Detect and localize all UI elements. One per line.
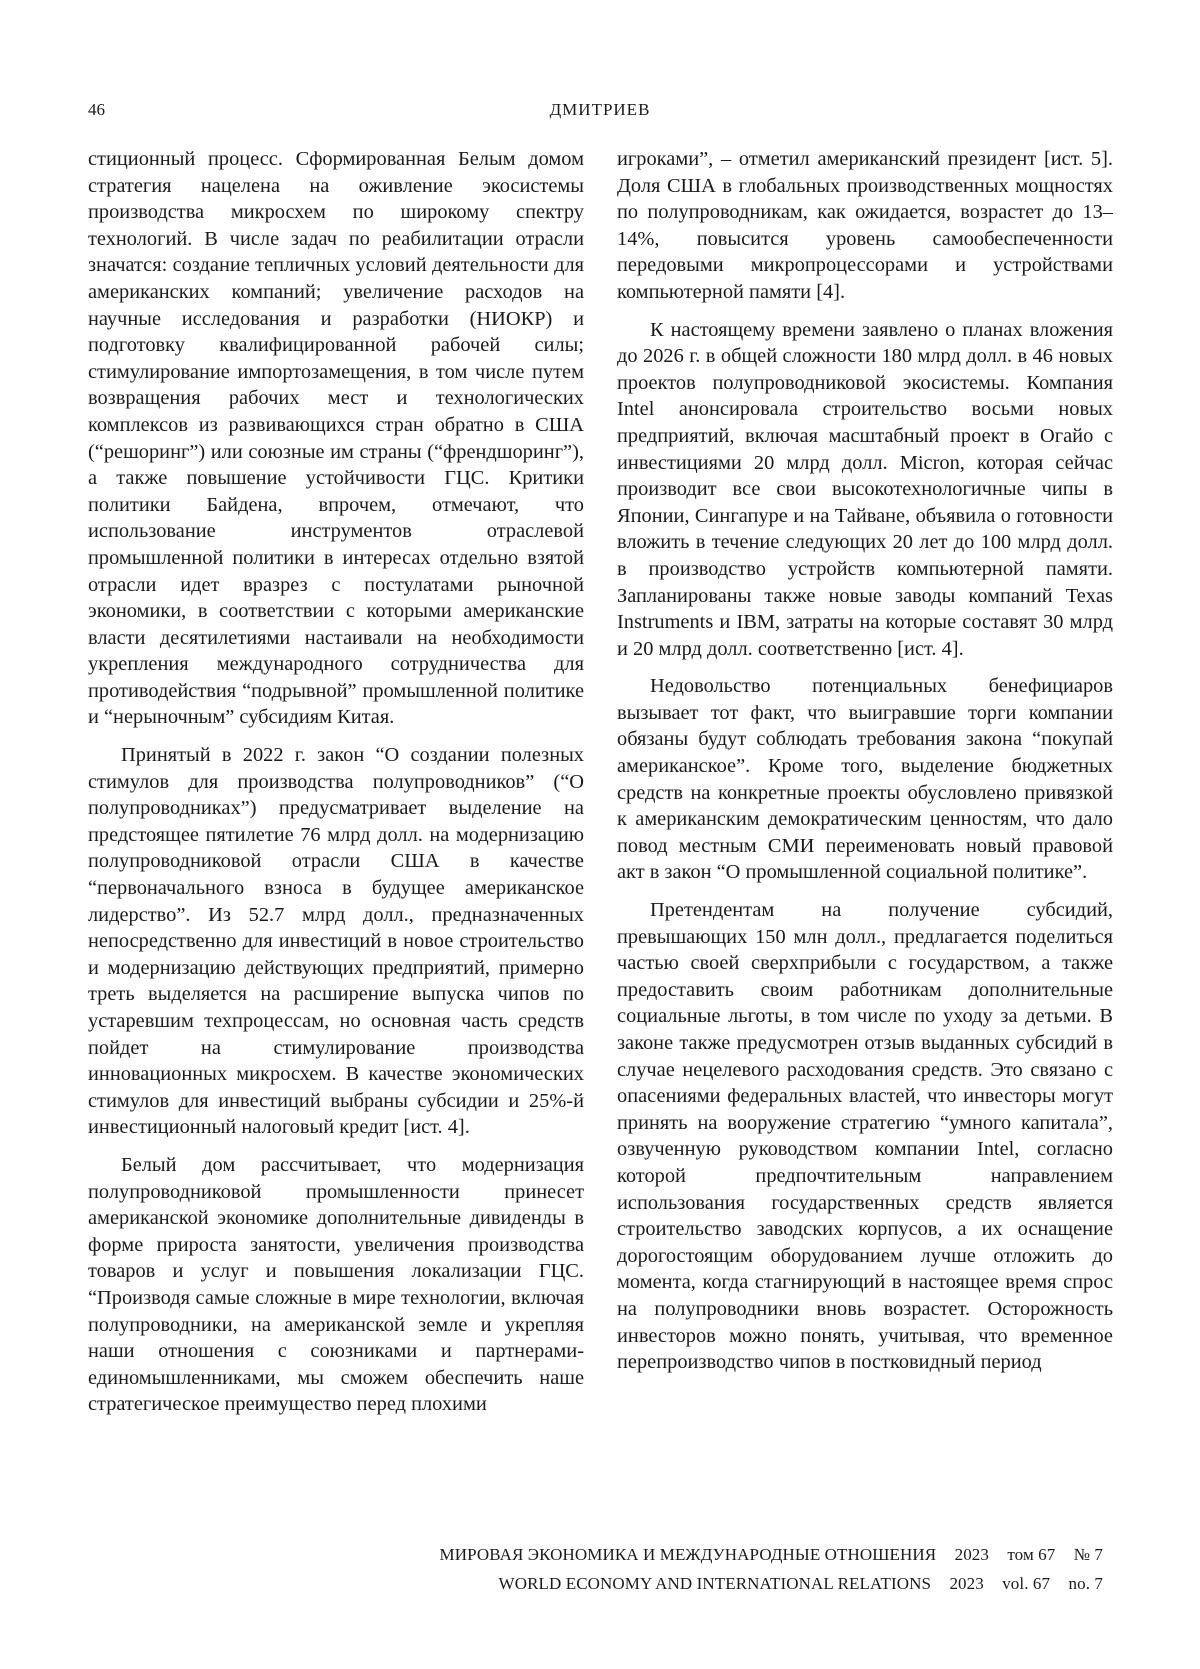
page-number: 46 (88, 100, 105, 119)
paragraph: Белый дом рассчитывает, что модернизация полупроводниковой промышленности принесет американской экономике дополнительные дивиденды в форме прироста занятости, увеличения производства товаров и услуг и повышения локализации ГЦС. “Производя самые сложные в мире технологии, включая полупроводники, на американской земле и укрепляя наши отношения с союзниками и партнерами-единомышленниками, мы сможем обеспечить наше стратегическое преимущество перед плохими (88, 1153, 584, 1416)
paragraph: Претендентам на получение субсидий, превышающих 150 млн долл., предлагается поделиться частью своей сверхприбыли с государством, а также предоставить своим работникам дополнительные социальные льготы, в том числе по уходу за детьми. В законе также предусмотрен отзыв выданных субсидий в случае нецелевого расходования средств. Это связано с опасениями федеральных властей, что инвесторы могут принять на вооружение стратегию “умного капитала”, озвученную руководством компании Intel, согласно которой предпочтительным направлением использования государственных средств является строительство заводских корпусов, а их оснащение дорогостоящим оборудованием лучше отложить до момента, когда стагнирующий в настоящее время спрос на полупроводники вновь возрастет. Осторожность инвесторов можно понять, учитывая, что временное перепроизводство чипов в постковидный период (617, 899, 1113, 1374)
journal-volume-en: vol. 67 (1002, 1574, 1051, 1593)
journal-year-ru: 2023 (954, 1545, 989, 1564)
journal-title-en: WORLD ECONOMY AND INTERNATIONAL RELATIONS (498, 1574, 932, 1593)
paragraph: К настоящему времени заявлено о планах вложения до 2026 г. в общей сложности 180 млрд долл. в 46 новых проектов полупроводниковой экосистемы. Компания Intel анонсировала строительство восьми новых предприятий, включая масштабный проект в Огайо с инвестициями 20 млрд долл. Micron, которая сейчас производит все свои высокотехнологичные чипы в Японии, Сингапуре и на Тайване, объявила о готовности вложить в течение следующих 20 лет до 100 млрд долл. в производство устройств компьютерной памяти. Запланированы также новые заводы компаний Texas Instruments и IBM, затраты на которые составят 30 млрд и 20 млрд долл. соответственно [ист. 4]. (617, 318, 1113, 660)
paragraph: Недовольство потенциальных бенефициаров вызывает тот факт, что выигравшие торги компании обязаны будут соблюдать требования закона “покупай американское”. Кроме того, выделение бюджетных средств на конкретные проекты обусловлено привязкой к американским демократическим ценностям, что дало повод местным СМИ переименовать новый правовой акт в закон “О промышленной социальной политике”. (617, 675, 1113, 884)
journal-issue-ru: № 7 (1073, 1545, 1103, 1564)
journal-issue-en: no. 7 (1068, 1574, 1103, 1593)
right-column (617, 146, 1113, 1376)
paragraph: Принятый в 2022 г. закон “О создании полезных стимулов для производства полупроводников” (“О полупроводниках”) предусматривает выделение на предстоящее пятилетие 76 млрд долл. на модернизацию полупроводниковой отрасли США в качестве “первоначального взноса в будущее американское лидерство”. Из 52.7 млрд долл., предназначенных непосредственно для инвестиций в новое строительство и модернизацию действующих предприятий, примерно треть выделяется на расширение выпуска чипов по устаревшим техпроцессам, но основная часть средств пойдет на стимулирование производства инновационных микросхем. В качестве экономических стимулов для инвестиций выбраны субсидии и 25%-й инвестиционный налоговый кредит [ист. 4]. (88, 744, 584, 1139)
paragraph: стиционный процесс. Сформированная Белым домом стратегия нацелена на оживление экосистемы производства микросхем по широкому спектру технологий. В числе задач по реабилитации отрасли значатся: создание тепличных условий деятельности для американских компаний; увеличение расходов на научные исследования и разработки (НИОКР) и подготовку квалифицированной рабочей силы; стимулирование импортозамещения, в том числе путем возвращения рабочих мест и технологических комплексов из развивающихся стран обратно в США (“решоринг”) или союзные им страны (“френдшоринг”), а также повышение устойчивости ГЦС. Критики политики Байдена, впрочем, отмечают, что использование инструментов отраслевой промышленной политики в интересах отдельно взятой отрасли идет вразрез с постулатами рыночной экономики, в соответствии с которыми американские власти десятилетиями настаивали на необходимости укрепления международного сотрудничества для противодействия “подрывной” промышленной политике и “нерыночным” субсидиям Китая. (88, 148, 584, 729)
running-head-author: ДМИТРИЕВ (549, 100, 651, 119)
journal-volume-ru: том 67 (1007, 1545, 1056, 1564)
footer-journal-ru (440, 1545, 1103, 1565)
paragraph: игроками”, – отметил американский президент [ист. 5]. Доля США в глобальных производственных мощностях по полупроводникам, как ожидается, возрастет до 13–14%, повысится уровень самообеспеченности передовыми микропроцессорами и устройствами компьютерной памяти [4]. (617, 148, 1113, 303)
footer-journal-en (499, 1574, 1103, 1594)
journal-title-ru: МИРОВАЯ ЭКОНОМИКА И МЕЖДУНАРОДНЫЕ ОТНОШЕНИЯ (439, 1545, 937, 1564)
left-column (88, 146, 584, 1418)
journal-year-en: 2023 (949, 1574, 984, 1593)
